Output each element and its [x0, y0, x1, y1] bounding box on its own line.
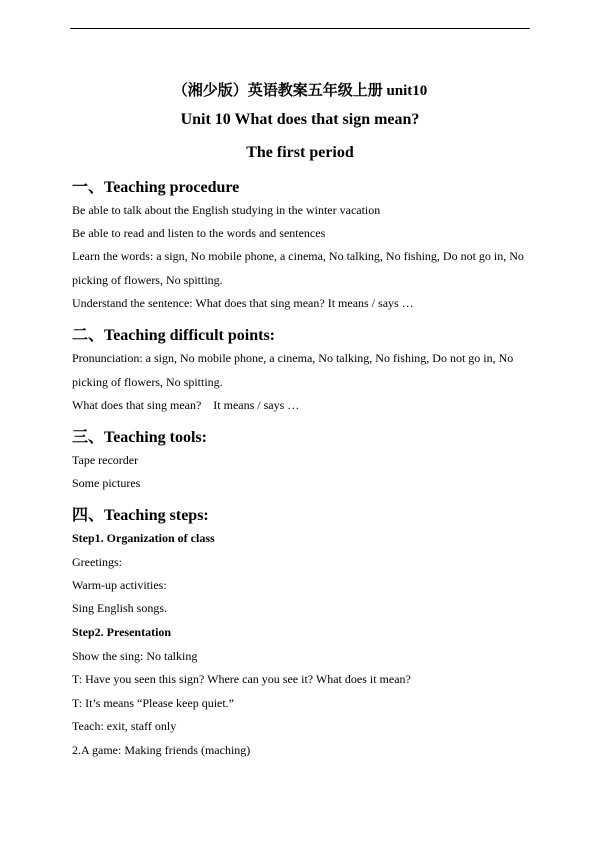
step1-heading: Step1. Organization of class	[72, 531, 215, 545]
procedure-line: Learn the words: a sign, No mobile phone, a cinema, No talking, No fishing, Do not go in, No	[72, 249, 524, 263]
tools-line: Tape recorder	[72, 453, 139, 467]
procedure-line: Be able to talk about the English studying in the winter vacation	[72, 203, 381, 217]
section-heading-procedure: 一、Teaching procedure	[72, 179, 240, 196]
procedure-line: picking of flowers, No spitting.	[72, 273, 223, 287]
step2-line: T: Have you seen this sign? Where can you see it? What does it mean?	[72, 672, 411, 686]
step1-line: Sing English songs.	[72, 601, 168, 615]
step2-line: T: It’s means “Please keep quiet.”	[72, 696, 235, 710]
difficult-line: Pronunciation: a sign, No mobile phone, a cinema, No talking, No fishing, Do not go in, No	[72, 351, 514, 365]
procedure-line: Understand the sentence: What does that sing mean? It means / says …	[72, 296, 414, 310]
step2-line: Show the sing: No talking	[72, 649, 198, 663]
procedure-line: Be able to read and listen to the words and sentences	[72, 226, 326, 240]
period-title: The first period	[246, 144, 354, 161]
document-title: （湘少版）英语教案五年级上册 unit10	[172, 83, 428, 99]
step2-heading: Step2. Presentation	[72, 625, 172, 639]
tools-line: Some pictures	[72, 476, 141, 490]
step2-line: 2.A game: Making friends (maching)	[72, 743, 251, 757]
step2-line: Teach: exit, staff only	[72, 719, 177, 733]
section-heading-difficult: 二、Teaching difficult points:	[72, 327, 275, 344]
difficult-line: What does that sing mean? It means / says …	[72, 398, 300, 412]
unit-title: Unit 10 What does that sign mean?	[180, 111, 420, 128]
section-heading-steps: 四、Teaching steps:	[72, 507, 209, 524]
step1-line: Warm-up activities:	[72, 578, 167, 592]
section-heading-tools: 三、Teaching tools:	[72, 429, 207, 446]
header-rule	[70, 28, 530, 29]
step1-line: Greetings:	[72, 555, 122, 569]
difficult-line: picking of flowers, No spitting.	[72, 375, 223, 389]
